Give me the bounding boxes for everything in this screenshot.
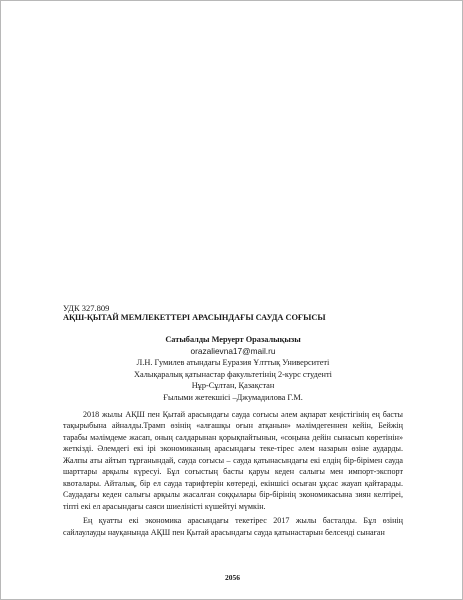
author-email[interactable]: orazalievna17@mail.ru — [190, 345, 276, 356]
author-name: Сатыбалды Меруерт Оразалықызы — [165, 335, 301, 344]
paper-title: АҚШ-ҚЫТАЙ МЕМЛЕКЕТТЕРІ АРАСЫНДАҒЫ САУДА СОҒЫСЫ — [63, 313, 326, 322]
author-block — [63, 334, 403, 404]
affiliation-line: Нұр-Сұлтан, Қазақстан — [191, 381, 275, 391]
affiliation-line: Халықаралық қатынастар факультетінің 2-курс студенті — [134, 369, 332, 379]
body-text — [63, 409, 403, 538]
page-number: 2056 — [225, 573, 240, 582]
body-paragraph: Ең қуатты екі экономика арасындағы текетірес 2017 жылы басталды. Бұл өзінің сайлаулауды науқанында АҚШ пен Қытай арасындағы сауда қатынастарын белсенді сынаған — [63, 516, 403, 537]
affiliation-line: Л.Н. Гумилев атындағы Еуразия Ұлттық Университеті — [136, 358, 330, 368]
body-paragraph: 2018 жылы АҚШ пен Қытай арасындағы сауда соғысы әлем ақпарат кеңістігінің ең басты тақырыбына айналды.Трамп өзінің «алғашқы оғын атқанын» мәлімдегеннен кейін, Бейжің тарабы мәлімдеме жасап, оның салдарынан қорықпайтынын, «соңына дейін сынасып көретінін» жеткізді. Әлемдегі екі ірі экономиканың арасындағы теке-тірес әлем назарын өзіне аударды. Жалпы аты айтып тұрғанындай, сауда соғысы – сауда қатынасындағы екі елдің бір-бірімен сауда шарттары арқылы күресуі. Бұл соғыстың басты қаруы кеден салығы мен импорт-экспорт квоталары. Айталық, бір ел сауда тарифтерін көтереді, екіншісі осыған ұқсас жауап қайтарады. Саудадағы кеден салығы арқылы жасалған соққылары бір-бірінің экономикасына зиян келтіреі, тіпті екі ел арасындағы саяси шиеліністі күшейтуі мүмкін. — [63, 410, 403, 511]
udk-code: УДК 327.809 — [63, 303, 110, 313]
affiliation-line: Ғылыми жетекшісі –Джумадилова Г.М. — [163, 392, 303, 402]
